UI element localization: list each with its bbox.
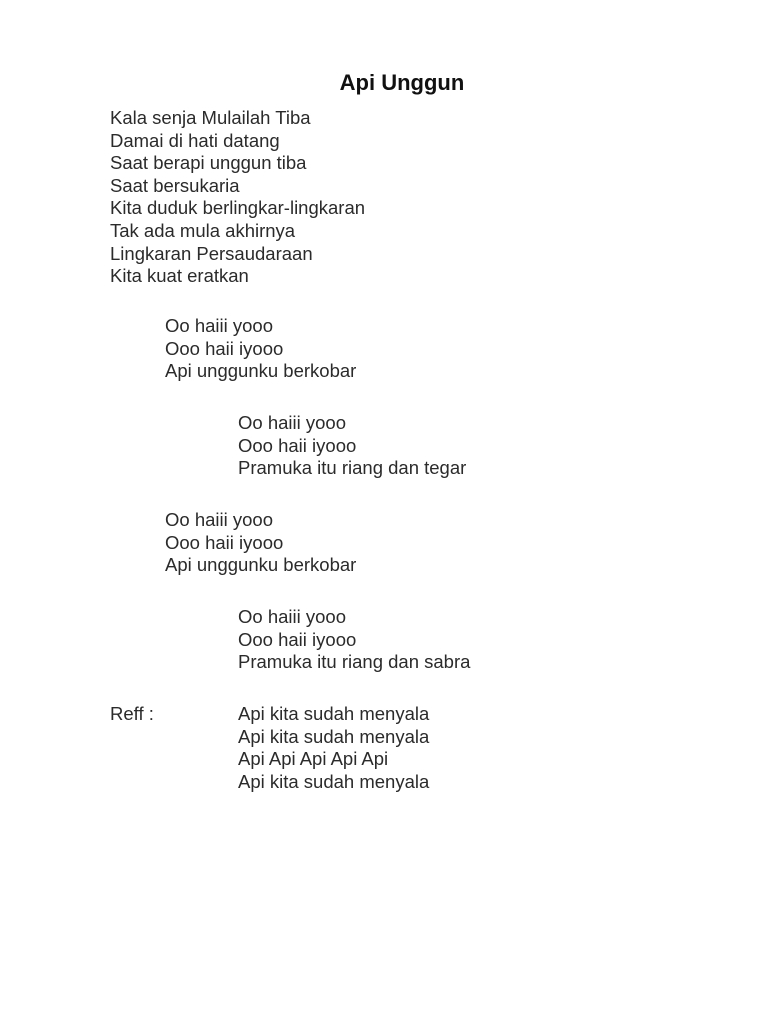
reff-line: Api Api Api Api Api	[238, 748, 389, 770]
chorus-line: Oo haiii yooo	[165, 509, 273, 530]
verse-block	[110, 107, 365, 287]
reff-label-block	[110, 703, 154, 725]
verse-line: Saat berapi unggun tiba	[110, 152, 307, 174]
verse-line: Lingkaran Persaudaraan	[110, 242, 313, 264]
chorus-line: Ooo haii iyooo	[238, 434, 357, 456]
chorus-line: Pramuka itu riang dan sabra	[238, 651, 471, 673]
chorus-line: Ooo haii iyooo	[238, 628, 357, 650]
chorus-line: Ooo haii iyooo	[165, 531, 284, 553]
verse-line: Saat bersukaria	[110, 174, 240, 196]
chorus-block-2	[238, 412, 466, 479]
chorus-block-3	[165, 509, 356, 576]
chorus-line: Ooo haii iyooo	[165, 337, 284, 359]
chorus-line: Api unggunku berkobar	[165, 360, 357, 382]
verse-line: Kita duduk berlingkar-lingkaran	[110, 197, 366, 219]
chorus-line: Api unggunku berkobar	[165, 554, 357, 576]
reff-block	[238, 703, 429, 793]
reff-line: Api kita sudah menyala	[238, 725, 430, 747]
song-title: Api Unggun	[339, 70, 465, 95]
chorus-block-4	[238, 606, 470, 673]
chorus-line: Oo haiii yooo	[238, 606, 346, 627]
chorus-block-1	[165, 315, 356, 382]
verse-line: Kita kuat eratkan	[110, 265, 249, 287]
reff-line: Api kita sudah menyala	[238, 770, 430, 792]
verse-line: Tak ada mula akhirnya	[110, 219, 296, 241]
reff-line: Api kita sudah menyala	[238, 703, 430, 724]
verse-line: Damai di hati datang	[110, 129, 280, 151]
chorus-line: Pramuka itu riang dan tegar	[238, 457, 467, 479]
verse-line: Kala senja Mulailah Tiba	[110, 107, 311, 128]
chorus-line: Oo haiii yooo	[238, 412, 346, 433]
chorus-line: Oo haiii yooo	[165, 315, 273, 336]
reff-label: Reff :	[110, 703, 154, 724]
